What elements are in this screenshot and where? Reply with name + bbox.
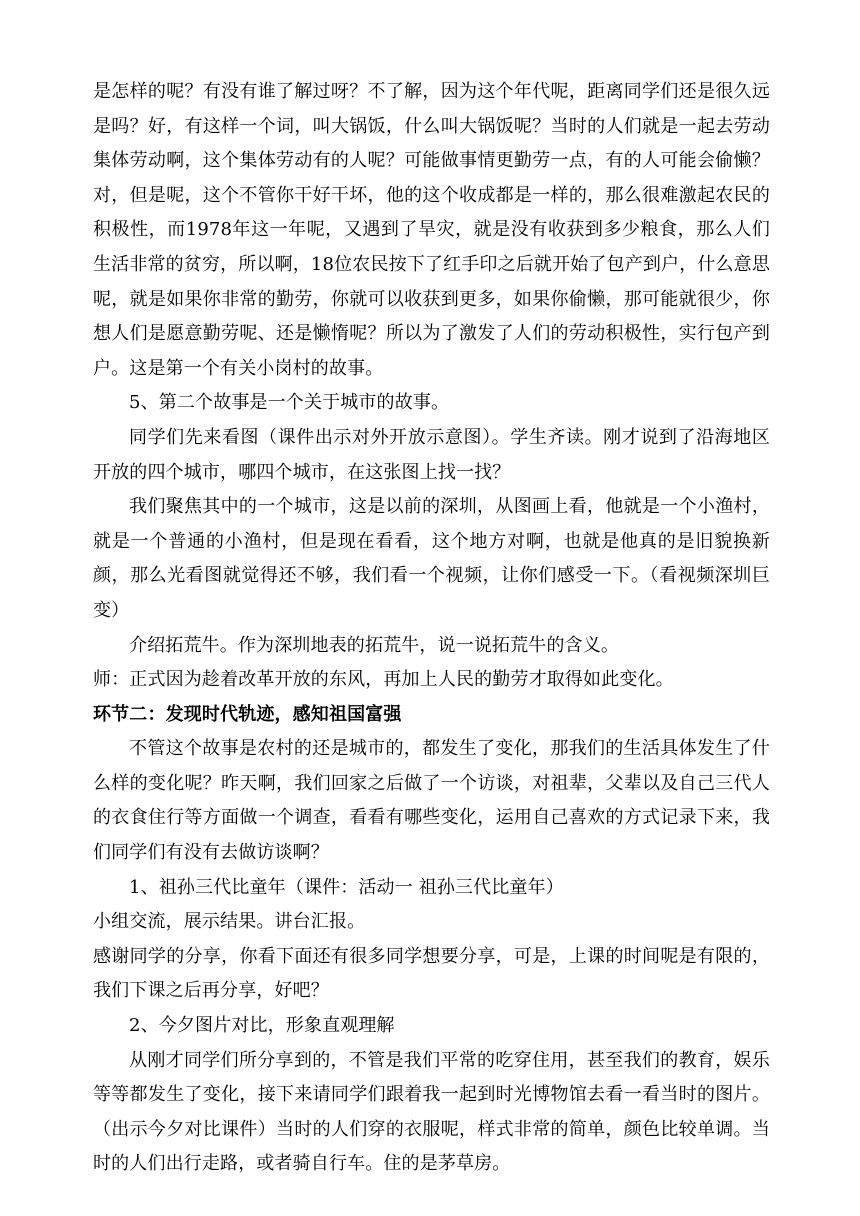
paragraph-museum-comparison: 从刚才同学们所分享到的，不管是我们平常的吃穿住用，甚至我们的教育，娱乐等等都发生了变化，接下来请同学们跟着我一起到时光博物馆去看一看当时的图片。（出示今夕对比课件）当时的人们穿的衣服呢，样式非常的简单，颜色比较单调。当时的人们出行走路，或者骑自行车。住的是茅草房。 [93, 1049, 770, 1175]
paragraph-map-activity: 同学们先来看图（课件出示对外开放示意图）。学生齐读。刚才说到了沿海地区开放的四个城市，哪四个城市，在这张图上找一找？ [93, 426, 770, 483]
paragraph-second-story-heading: 5、第二个故事是一个关于城市的故事。 [129, 392, 450, 414]
paragraph-activity-one: 1、祖孙三代比童年（课件：活动一 祖孙三代比童年） [129, 876, 564, 898]
document-body [93, 75, 770, 1182]
paragraph-life-changes-intro: 不管这个故事是农村的还是城市的，都发生了变化，那我们的生活具体发生了什么样的变化呢？昨天啊，我们回家之后做了一个访谈，对祖辈，父辈以及自己三代人的衣食住行等方面做一个调查，看看有哪些变化，运用自己喜欢的方式记录下来，我们同学们有没有去做访谈啊？ [93, 738, 770, 864]
paragraph-teacher-summary: 师：正式因为趁着改革开放的东风，再加上人民的勤劳才取得如此变化。 [93, 669, 674, 691]
paragraph-shenzhen-story: 我们聚焦其中的一个城市，这是以前的深圳，从图画上看，他就是一个小渔村，就是一个普通的小渔村，但是现在看看，这个地方对啊，也就是他真的是旧貌换新颜，那么光看图就觉得还不够，我们看一个视频，让你们感受一下。（看视频深圳巨变） [93, 496, 770, 621]
section-heading-part-two: 环节二：发现时代轨迹，感知祖国富强 [93, 703, 402, 725]
paragraph-group-sharing: 小组交流，展示结果。讲台汇报。 [93, 911, 366, 933]
paragraph-story-village-continued: 是怎样的呢？有没有谁了解过呀？不了解，因为这个年代呢，距离同学们还是很久远是吗？好，有这样一个词，叫大锅饭，什么叫大锅饭呢？当时的人们就是一起去劳动集体劳动啊，这个集体劳动有的人呢？可能做事情更勤劳一点，有的人可能会偷懒？对，但是呢，这个不管你干好干坏，他的这个收成都是一样的，那么很难激起农民的积极性，而1978年这一年呢，又遇到了旱灾，就是没有收获到多少粮食，那么人们生活非常的贫穷，所以啊，18位农民按下了红手印之后就开始了包产到户，什么意思呢，就是如果你非常的勤劳，你就可以收获到更多，如果你偷懒，那可能就很少，你想人们是愿意勤劳呢、还是懒惰呢？所以为了激发了人们的劳动积极性，实行包产到户。这是第一个有关小岗村的故事。 [93, 81, 770, 379]
paragraph-activity-two: 2、今夕图片对比，形象直观理解 [129, 1015, 395, 1037]
paragraph-thanks-sharing: 感谢同学的分享，你看下面还有很多同学想要分享，可是，上课的时间呢是有限的，我们下课之后再分享，好吧？ [93, 945, 770, 1002]
paragraph-pioneer-ox: 介绍拓荒牛。作为深圳地表的拓荒牛，说一说拓荒牛的含义。 [129, 634, 620, 656]
